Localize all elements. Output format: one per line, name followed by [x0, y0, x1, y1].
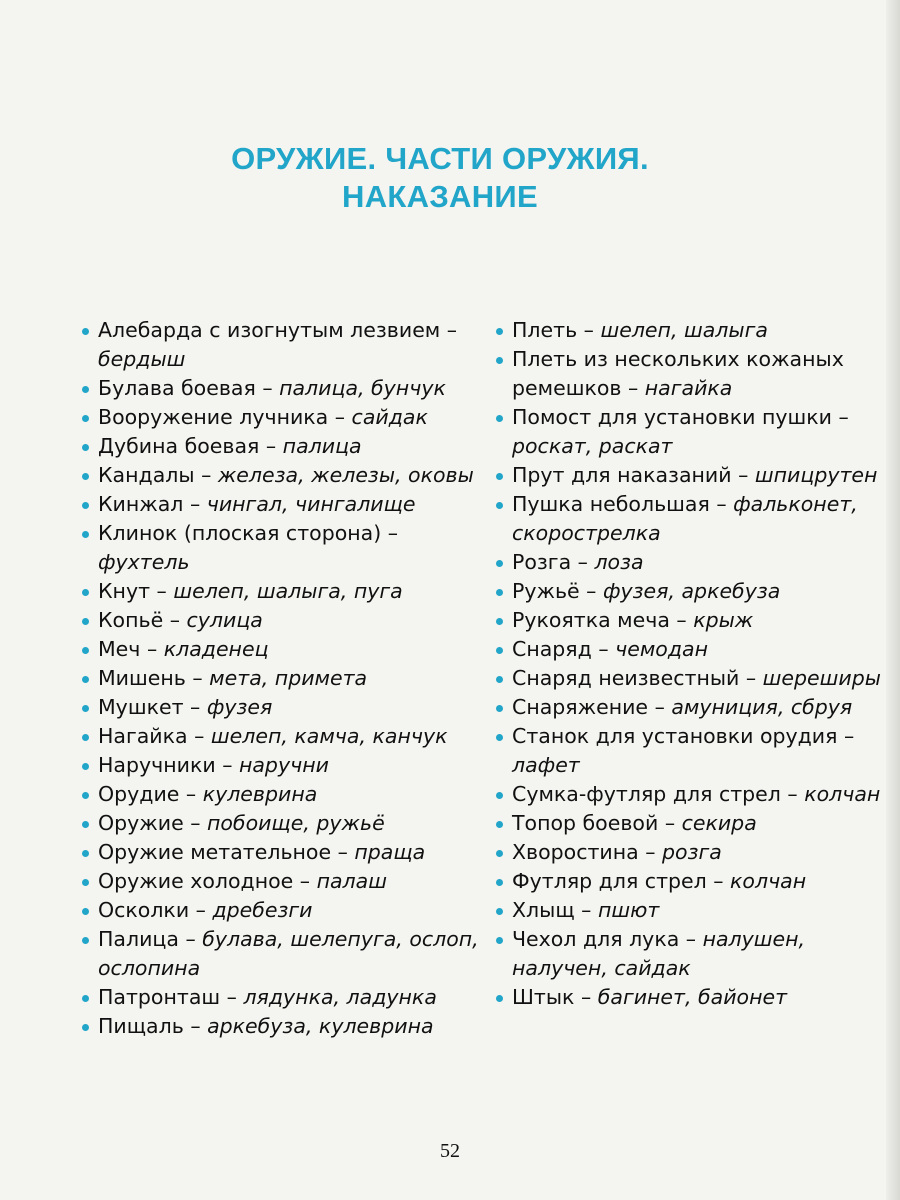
entry-dash: –: [739, 666, 763, 690]
entry-term: Клинок (плоская сторона): [98, 521, 382, 545]
glossary-entry: [82, 925, 487, 983]
glossary-entry: [82, 432, 487, 461]
entry-dash: –: [574, 985, 598, 1009]
entry-term: Снаряд: [512, 637, 592, 661]
entry-definition: побоище, ружьё: [206, 811, 385, 835]
right-column: [496, 316, 886, 1012]
entry-dash: –: [579, 579, 603, 603]
bullet-icon: [82, 1024, 89, 1031]
entry-dash: –: [189, 898, 213, 922]
entry-definition: шереширы: [762, 666, 881, 690]
bullet-icon: [496, 415, 503, 422]
entry-dash: –: [178, 927, 203, 951]
entry-definition: колчан: [730, 869, 807, 893]
entry-definition: розга: [662, 840, 722, 864]
entry-dash: –: [831, 405, 849, 429]
bullet-icon: [496, 937, 503, 944]
glossary-entry: [496, 606, 886, 635]
bullet-icon: [82, 734, 89, 741]
entry-definition: палица: [282, 434, 362, 458]
entry-dash: –: [150, 579, 174, 603]
entry-dash: –: [194, 463, 218, 487]
entry-dash: –: [571, 550, 595, 574]
entry-term: Нагайка: [98, 724, 188, 748]
glossary-entry: [82, 983, 487, 1012]
page-title: [150, 140, 730, 216]
glossary-entry: [496, 722, 886, 780]
glossary-entry: [496, 896, 886, 925]
entry-dash: –: [255, 376, 280, 400]
bullet-icon: [82, 792, 89, 799]
bullet-icon: [82, 589, 89, 596]
glossary-entry: [496, 490, 886, 548]
entry-term: Кинжал: [98, 492, 184, 516]
glossary-entry: [82, 316, 487, 374]
bullet-icon: [82, 444, 89, 451]
entry-dash: –: [220, 985, 244, 1009]
glossary-entry: [496, 316, 886, 345]
entry-definition: железа, железы, оковы: [217, 463, 474, 487]
entry-dash: –: [709, 492, 734, 516]
entry-definition: мета, примета: [209, 666, 368, 690]
entry-term: Плеть из нескольких кожаных ремешков: [512, 347, 844, 400]
glossary-entry: [496, 867, 886, 896]
bullet-icon: [82, 850, 89, 857]
entry-term: Розга: [512, 550, 572, 574]
entry-dash: –: [706, 869, 731, 893]
bullet-icon: [496, 908, 503, 915]
bullet-icon: [496, 995, 503, 1002]
entry-term: Прут для наказаний: [512, 463, 732, 487]
bullet-icon: [82, 821, 89, 828]
entry-definition: багинет, байонет: [597, 985, 788, 1009]
left-column: [82, 316, 487, 1041]
entry-definition: лоза: [594, 550, 644, 574]
entry-term: Копьё: [98, 608, 164, 632]
entry-definition: фузея, аркебуза: [602, 579, 781, 603]
bullet-icon: [496, 328, 503, 335]
glossary-entry: [82, 519, 487, 577]
entry-term: Палица: [98, 927, 179, 951]
bullet-icon: [82, 763, 89, 770]
entry-term: Кнут: [98, 579, 151, 603]
entry-definition: налушен, налучен, сайдак: [512, 927, 806, 980]
entry-definition: нагайка: [644, 376, 733, 400]
bullet-icon: [496, 560, 503, 567]
glossary-entry: [82, 693, 487, 722]
bullet-icon: [496, 879, 503, 886]
glossary-entry: [496, 809, 886, 838]
entry-dash: –: [658, 811, 682, 835]
glossary-entry: [82, 780, 487, 809]
title-line: НАКАЗАНИЕ: [342, 179, 538, 214]
bullet-icon: [82, 531, 89, 538]
bullet-icon: [496, 705, 503, 712]
entry-dash: –: [731, 463, 755, 487]
glossary-entry: [496, 461, 886, 490]
glossary-entry: [82, 1012, 487, 1041]
glossary-entry: [82, 838, 487, 867]
entry-definition: палаш: [316, 869, 387, 893]
entry-definition: шпицрутен: [754, 463, 878, 487]
entry-dash: –: [669, 608, 694, 632]
bullet-icon: [82, 676, 89, 683]
glossary-entry: [82, 490, 487, 519]
entry-definition: фухтель: [98, 550, 190, 574]
entry-definition: бердыш: [98, 347, 186, 371]
entry-definition: кулеврина: [202, 782, 318, 806]
glossary-entry: [82, 606, 487, 635]
entry-definition: сайдак: [351, 405, 428, 429]
entry-definition: роскат, раскат: [512, 434, 673, 458]
entry-dash: –: [183, 1014, 208, 1038]
bullet-icon: [496, 821, 503, 828]
entry-dash: –: [621, 376, 645, 400]
entry-term: Мушкет: [98, 695, 184, 719]
entry-term: Оружие: [98, 811, 184, 835]
entry-dash: –: [183, 695, 207, 719]
bullet-icon: [82, 879, 89, 886]
bullet-icon: [496, 850, 503, 857]
glossary-entry: [496, 780, 886, 809]
entry-dash: –: [648, 695, 672, 719]
entry-term: Пищаль: [98, 1014, 184, 1038]
entry-term: Булава боевая: [98, 376, 256, 400]
entry-definition: дребезги: [212, 898, 313, 922]
entry-term: Дубина боевая: [98, 434, 260, 458]
bullet-icon: [82, 908, 89, 915]
bullet-icon: [82, 937, 89, 944]
entry-term: Орудие: [98, 782, 180, 806]
entry-dash: –: [187, 724, 211, 748]
glossary-entry: [82, 461, 487, 490]
entry-dash: –: [381, 521, 398, 545]
bullet-icon: [82, 473, 89, 480]
entry-definition: праща: [354, 840, 426, 864]
bullet-icon: [496, 734, 503, 741]
glossary-entry: [496, 548, 886, 577]
bullet-icon: [82, 705, 89, 712]
glossary-entry: [82, 374, 487, 403]
bullet-icon: [82, 386, 89, 393]
entry-term: Хворостина: [512, 840, 639, 864]
entry-term: Хлыщ: [512, 898, 575, 922]
entry-term: Патронташ: [98, 985, 221, 1009]
entry-term: Наручники: [98, 753, 216, 777]
entry-dash: –: [577, 318, 601, 342]
entry-dash: –: [679, 927, 703, 951]
glossary-entry: [82, 867, 487, 896]
entry-term: Штык: [512, 985, 575, 1009]
entry-term: Мишень: [98, 666, 186, 690]
entry-dash: –: [293, 869, 317, 893]
entry-term: Ружьё: [512, 579, 580, 603]
entry-dash: –: [780, 782, 805, 806]
bullet-icon: [82, 995, 89, 1002]
entry-term: Снаряжение: [512, 695, 649, 719]
entry-dash: –: [183, 492, 207, 516]
glossary-entry: [496, 693, 886, 722]
glossary-entry: [496, 983, 886, 1012]
entry-dash: –: [140, 637, 164, 661]
entry-dash: –: [837, 724, 855, 748]
entry-term: Вооружение лучника: [98, 405, 329, 429]
bullet-icon: [496, 792, 503, 799]
entry-term: Помост для установки пушки: [512, 405, 832, 429]
bullet-icon: [82, 618, 89, 625]
entry-dash: –: [591, 637, 616, 661]
bullet-icon: [496, 618, 503, 625]
entry-definition: амуниция, сбруя: [671, 695, 853, 719]
bullet-icon: [82, 502, 89, 509]
entry-definition: шелеп, шалыга: [600, 318, 768, 342]
entry-term: Топор боевой: [512, 811, 659, 835]
glossary-entry: [82, 635, 487, 664]
entry-term: Меч: [98, 637, 141, 661]
title-line: ОРУЖИЕ. ЧАСТИ ОРУЖИЯ.: [231, 141, 649, 176]
glossary-entry: [82, 577, 487, 606]
glossary-entry: [82, 403, 487, 432]
bullet-icon: [496, 676, 503, 683]
page-number: 52: [440, 1140, 460, 1162]
glossary-entry: [82, 809, 487, 838]
entry-definition: палица, бунчук: [279, 376, 446, 400]
entry-definition: лядунка, ладунка: [243, 985, 437, 1009]
entry-dash: –: [179, 782, 203, 806]
entry-definition: аркебуза, кулеврина: [207, 1014, 434, 1038]
entry-definition: чемодан: [615, 637, 708, 661]
bullet-icon: [496, 647, 503, 654]
entry-definition: булава, шелепуга, ослоп, ослопина: [98, 927, 479, 980]
entry-definition: фальконет, скорострелка: [512, 492, 858, 545]
glossary-entry: [82, 896, 487, 925]
entry-dash: –: [185, 666, 210, 690]
entry-definition: колчан: [804, 782, 881, 806]
entry-term: Рукоятка меча: [512, 608, 670, 632]
entry-dash: –: [183, 811, 207, 835]
entry-term: Снаряд неизвестный: [512, 666, 740, 690]
entry-definition: кладенец: [163, 637, 269, 661]
bullet-icon: [82, 415, 89, 422]
bullet-icon: [496, 589, 503, 596]
entry-term: Оружие холодное: [98, 869, 294, 893]
bullet-icon: [496, 502, 503, 509]
entry-term: Чехол для лука: [512, 927, 680, 951]
entry-term: Осколки: [98, 898, 190, 922]
glossary-entry: [496, 403, 886, 461]
entry-definition: сулица: [186, 608, 263, 632]
bullet-icon: [82, 647, 89, 654]
glossary-entry: [496, 577, 886, 606]
entry-dash: –: [331, 840, 355, 864]
glossary-entry: [496, 635, 886, 664]
entry-term: Футляр для стрел: [512, 869, 707, 893]
entry-definition: лафет: [512, 753, 580, 777]
entry-definition: шелеп, шалыга, пуга: [173, 579, 403, 603]
entry-term: Станок для установки орудия: [512, 724, 838, 748]
entry-dash: –: [215, 753, 239, 777]
entry-dash: –: [440, 318, 458, 342]
entry-dash: –: [259, 434, 283, 458]
glossary-entry: [82, 722, 487, 751]
entry-term: Кандалы: [98, 463, 195, 487]
glossary-entry: [82, 751, 487, 780]
glossary-entry: [82, 664, 487, 693]
entry-term: Пушка небольшая: [512, 492, 710, 516]
entry-definition: секира: [681, 811, 757, 835]
bullet-icon: [496, 357, 503, 364]
entry-dash: –: [328, 405, 352, 429]
glossary-entry: [496, 664, 886, 693]
entry-dash: –: [574, 898, 598, 922]
entry-term: Алебарда с изогнутым лезвием: [98, 318, 441, 342]
glossary-entry: [496, 345, 886, 403]
entry-dash: –: [163, 608, 187, 632]
page-edge: [886, 0, 900, 1200]
entry-definition: шелеп, камча, канчук: [210, 724, 448, 748]
entry-definition: наручни: [238, 753, 329, 777]
entry-dash: –: [638, 840, 663, 864]
entry-definition: крыж: [693, 608, 754, 632]
entry-definition: пшют: [597, 898, 660, 922]
entry-term: Плеть: [512, 318, 578, 342]
entry-definition: чингал, чингалище: [206, 492, 416, 516]
bullet-icon: [496, 473, 503, 480]
entry-term: Сумка-футляр для стрел: [512, 782, 781, 806]
bullet-icon: [82, 328, 89, 335]
entry-term: Оружие метательное: [98, 840, 332, 864]
glossary-entry: [496, 925, 886, 983]
entry-definition: фузея: [206, 695, 273, 719]
glossary-entry: [496, 838, 886, 867]
